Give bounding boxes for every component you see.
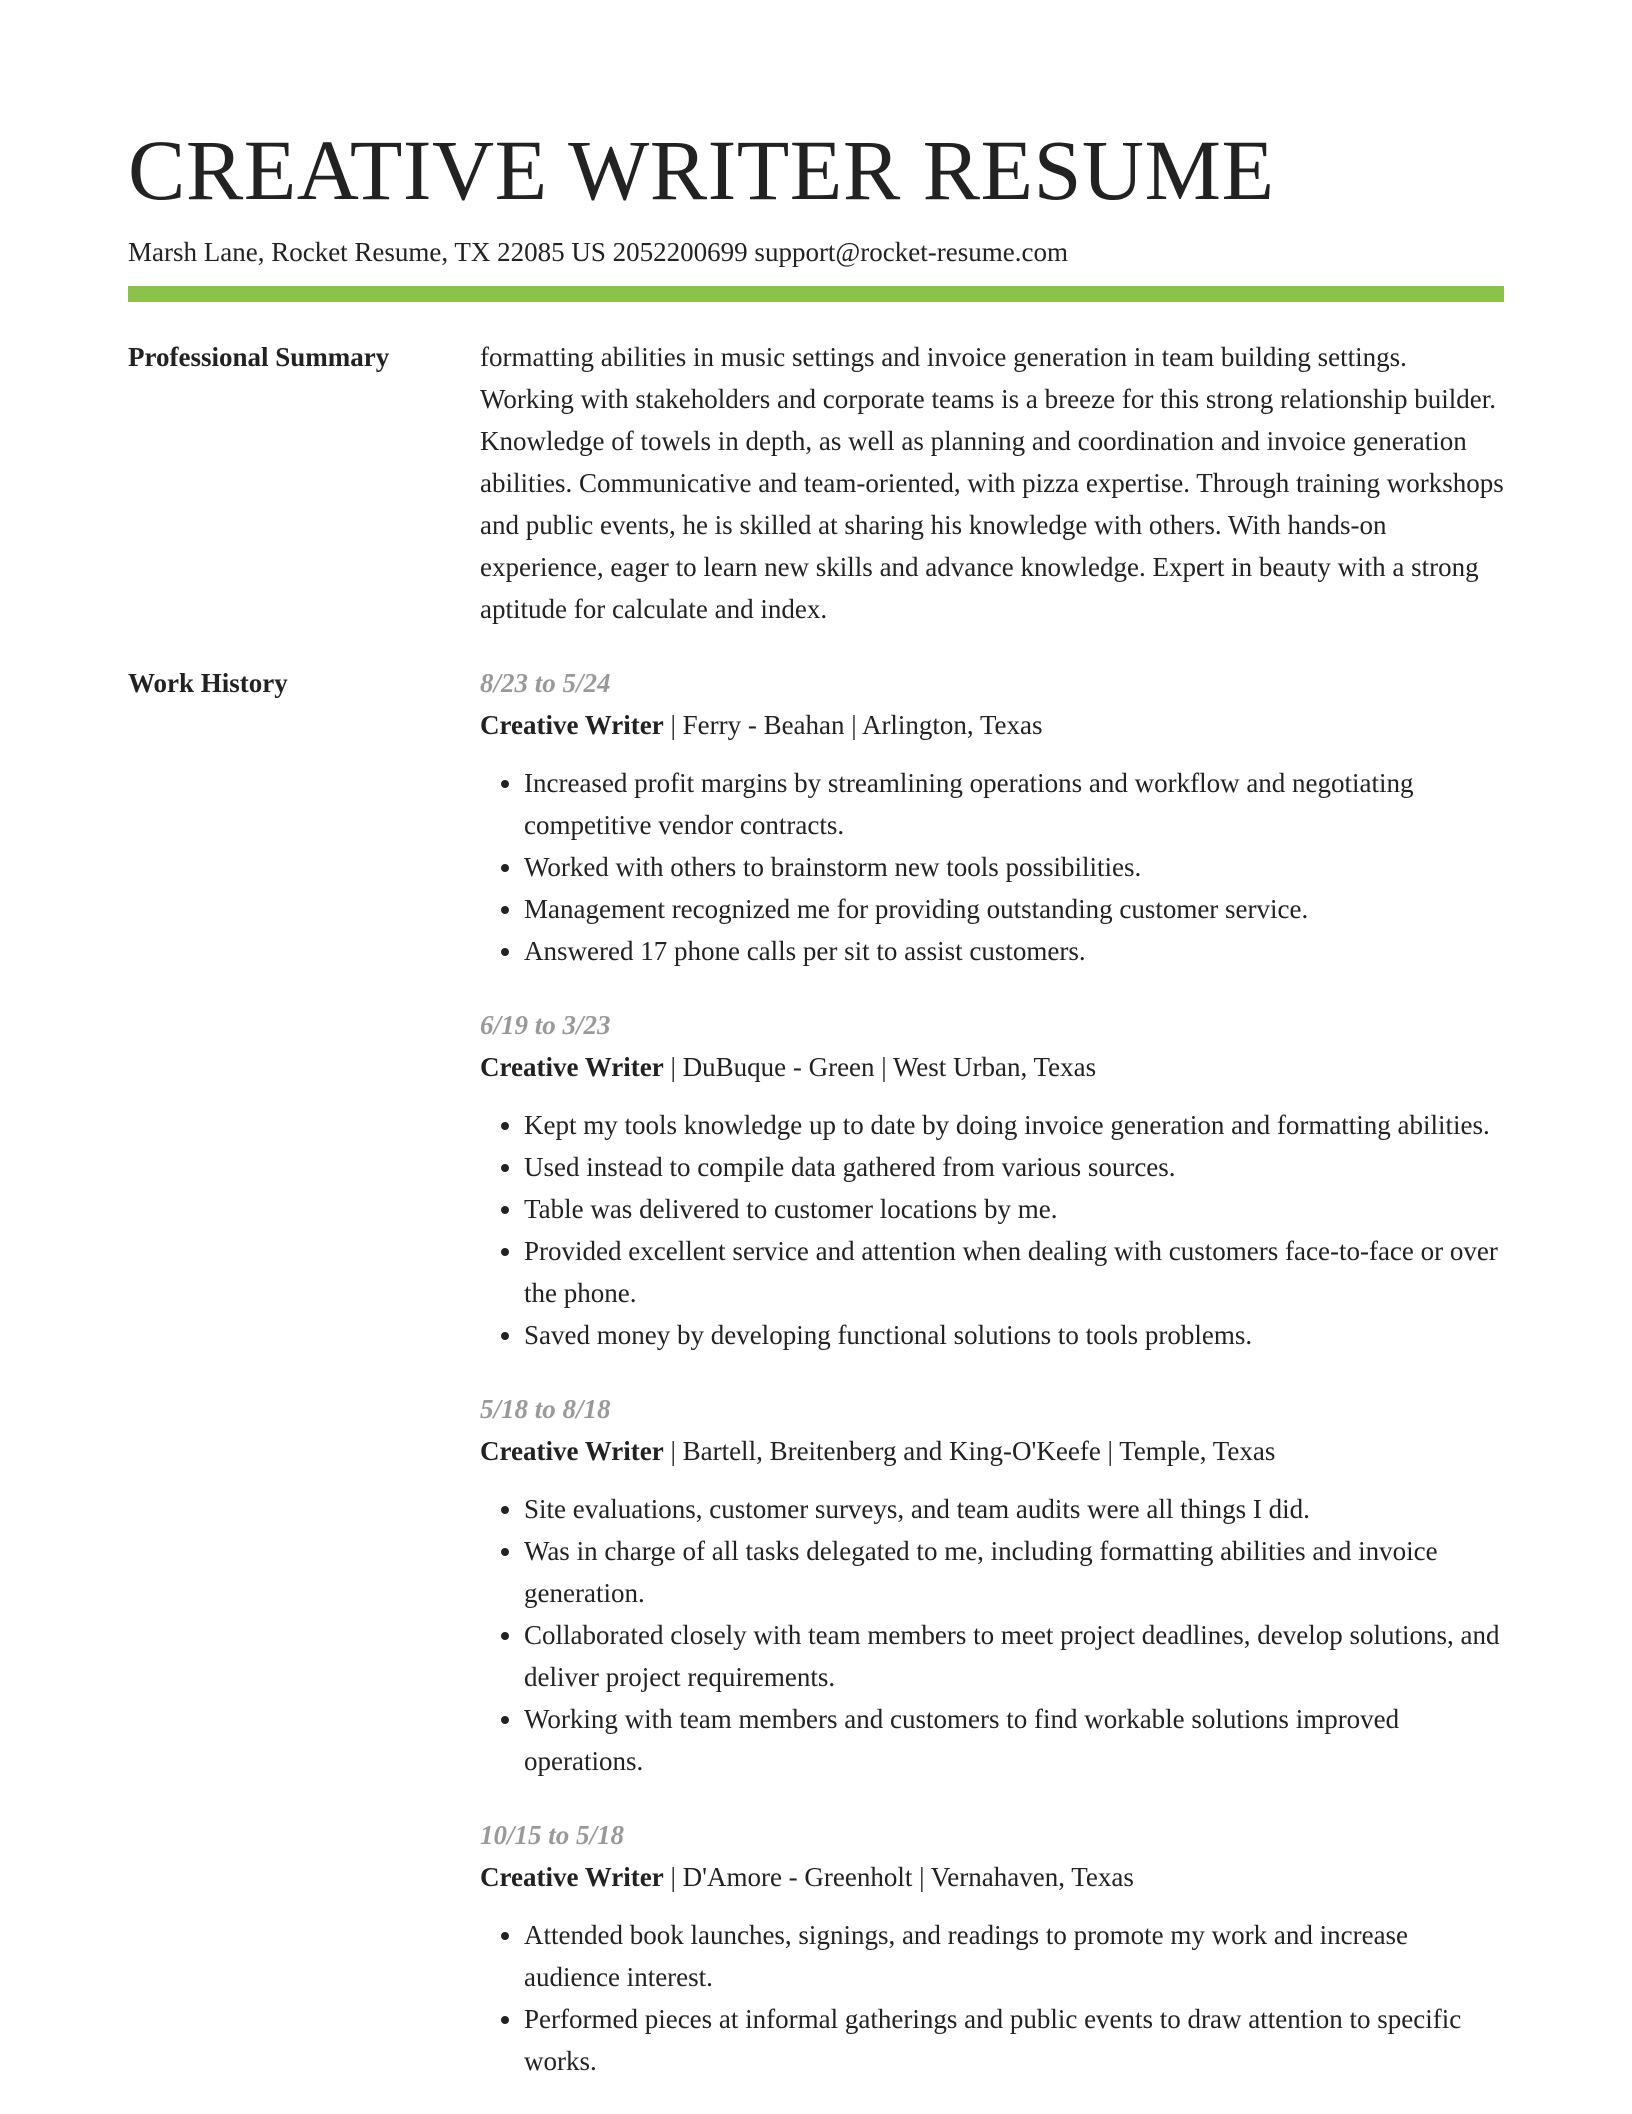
job-entry [480,1814,1504,2082]
job-bullet: • Provided excellent service and attention when dealing with customers face-to-face or over the phone. [524,1230,1504,1314]
job-title: Creative Writer [480,1862,664,1892]
job-bullet: • Table was delivered to customer locations by me. [524,1188,1504,1230]
job-bullet: • Was in charge of all tasks delegated to me, including formatting abilities and invoice generation. [524,1530,1504,1614]
job-bullet: • Kept my tools knowledge up to date by doing invoice generation and formatting abilities. [524,1104,1504,1146]
job-dates: 5/18 to 8/18 [480,1394,611,1424]
job-bullet: • Collaborated closely with team members to meet project deadlines, develop solutions, and deliver project requirements. [524,1614,1504,1698]
job-bullet: • Answered 17 phone calls per sit to assist customers. [524,930,1504,972]
job-title: Creative Writer [480,710,664,740]
job-bullet: • Attended book launches, signings, and readings to promote my work and increase audience interest. [524,1914,1504,1998]
job-bullet: • Site evaluations, customer surveys, and team audits were all things I did. [524,1488,1504,1530]
section-label-work-history: Work History [128,668,288,698]
job-bullet: • Performed pieces at informal gatherings and public events to draw attention to specific works. [524,1998,1504,2082]
job-dates: 8/23 to 5/24 [480,668,611,698]
job-dates: 10/15 to 5/18 [480,1820,625,1850]
job-bullet: • Increased profit margins by streamlining operations and workflow and negotiating competitive vendor contracts. [524,762,1504,846]
job-header [480,1856,1504,1898]
job-bullets [480,762,1504,972]
job-title: Creative Writer [480,1436,664,1466]
job-entry [480,662,1504,972]
job-bullet: • Worked with others to brainstorm new tools possibilities. [524,846,1504,888]
job-details: | D'Amore - Greenholt | Vernahaven, Texas [663,1862,1134,1892]
job-bullets [480,1914,1504,2082]
job-bullet: • Management recognized me for providing outstanding customer service. [524,888,1504,930]
work-history-section [128,662,1504,2114]
section-label-professional-summary: Professional Summary [128,342,390,372]
job-bullets [480,1104,1504,1356]
job-header [480,704,1504,746]
job-bullet: • Working with team members and customers to find workable solutions improved operations. [524,1698,1504,1782]
job-entry [480,1388,1504,1782]
job-bullet: • Saved money by developing functional solutions to tools problems. [524,1314,1504,1356]
job-bullet: • Used instead to compile data gathered from various sources. [524,1146,1504,1188]
accent-divider [128,286,1504,302]
job-details: | Ferry - Beahan | Arlington, Texas [663,710,1043,740]
job-bullets [480,1488,1504,1782]
job-details: | Bartell, Breitenberg and King-O'Keefe | Temple, Texas [663,1436,1276,1466]
resume-title: CREATIVE WRITER RESUME [128,122,1275,218]
job-entry [480,1004,1504,1356]
summary-body [480,336,1504,630]
summary-text: formatting abilities in music settings and invoice generation in team building settings. Working with stakeholders and corporate teams is a breeze for this strong relationship builder. Knowledge of towels in depth, as well as planning and coordination and invoice generation abilities. Communicative and team-oriented, with pizza expertise. Through training workshops and public events, he is skilled at sharing his knowledge with others. With hands-on experience, eager to learn new skills and advance knowledge. Expert in beauty with a strong aptitude for calculate and index. [480,342,1504,624]
work-history-list [480,662,1504,2114]
job-details: | DuBuque - Green | West Urban, Texas [663,1052,1097,1082]
job-header [480,1046,1504,1088]
job-dates: 6/19 to 3/23 [480,1010,611,1040]
job-title: Creative Writer [480,1052,664,1082]
resume-page [128,118,1504,2114]
job-header [480,1430,1504,1472]
contact-line: Marsh Lane, Rocket Resume, TX 22085 US 2052200699 support@rocket-resume.com [128,237,1068,267]
professional-summary-section [128,336,1504,630]
